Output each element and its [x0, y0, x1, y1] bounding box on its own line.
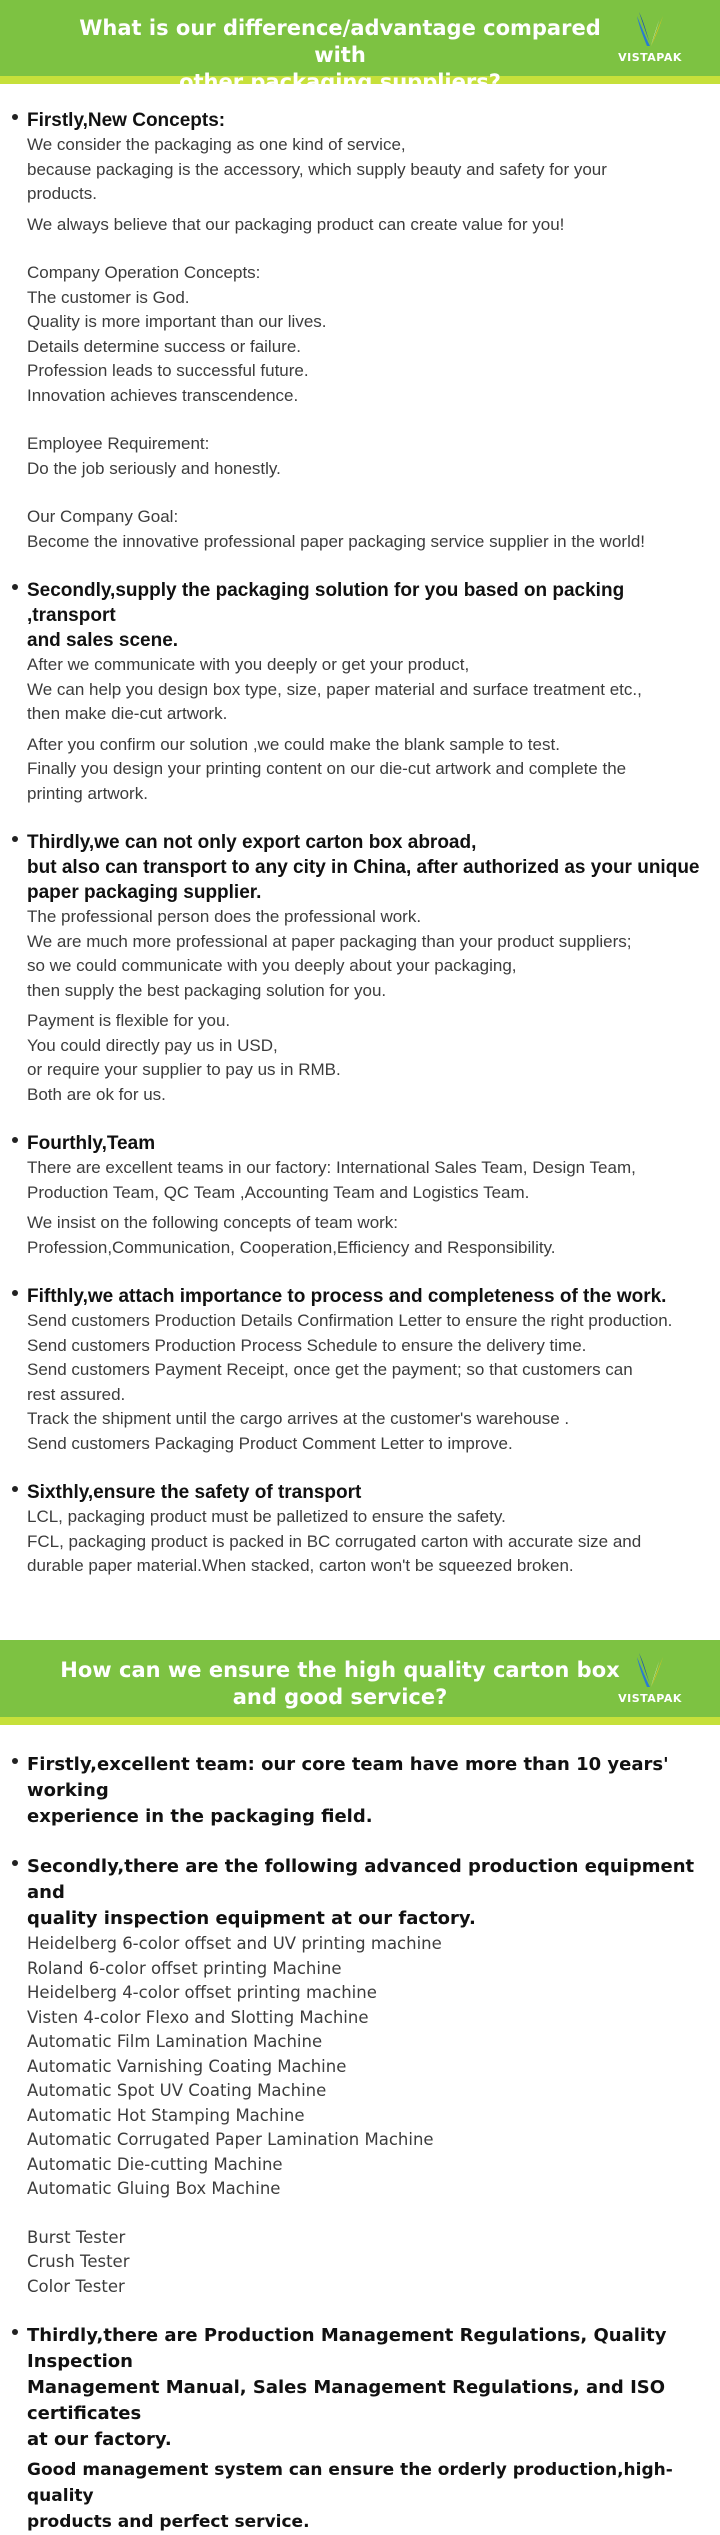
text-line: Details determine success or failure. — [27, 336, 302, 356]
list-item: Color Tester — [27, 2276, 125, 2296]
text-line: Profession leads to successful future. — [27, 361, 309, 380]
section-transport-safety — [0, 1480, 720, 1579]
heading-line: Thirdly,we can not only export carton box abroad, — [27, 832, 477, 853]
text-line: Production Team, QC Team ,Accounting Team and Logistics Team. — [27, 1182, 530, 1202]
text-line: then supply the best packaging solution for you. — [27, 980, 387, 1000]
text-line: Send customers Production Process Schedule to ensure the delivery time. — [27, 1335, 587, 1355]
banner-title-line: What is our difference/advantage compared with — [79, 16, 601, 67]
logo-wings-icon — [633, 1651, 667, 1691]
list-item: Burst Tester — [27, 2227, 126, 2247]
text-line: Do the job seriously and honestly. — [27, 458, 281, 478]
text-line: FCL, packaging product is packed in BC corrugated carton with accurate size and — [27, 1531, 642, 1551]
heading-line: but also can transport to any city in China, after authorized as your unique — [27, 857, 700, 878]
section-export-transport — [0, 830, 720, 1107]
list-item: Roland 6-color offset printing Machine — [27, 1958, 342, 1978]
list-item: Heidelberg 6-color offset and UV printing machine — [27, 1934, 442, 1953]
logo-text: VISTAPAK — [618, 51, 682, 64]
bullet-icon — [12, 1486, 18, 1492]
section-body — [27, 653, 710, 806]
list-item: Automatic Spot UV Coating Machine — [27, 2081, 327, 2100]
text-line: because packaging is the accessory, which supply beauty and safety for your — [27, 159, 607, 179]
text-line: Send customers Payment Receipt, once get the payment; so that customers can — [27, 1360, 633, 1379]
text-line: We can help you design box type, size, paper material and surface treatment etc., — [27, 679, 642, 699]
section-body — [27, 2457, 710, 2535]
text-line: or require your supplier to pay us in RMB. — [27, 1060, 341, 1079]
text-line: printing artwork. — [27, 783, 148, 803]
heading-line: and sales scene. — [27, 630, 179, 651]
section-team — [0, 1131, 720, 1260]
section-heading: Firstly,New Concepts: — [27, 110, 226, 131]
section-body — [27, 1156, 710, 1260]
banner-title — [60, 1657, 620, 1711]
text-line: The customer is God. — [27, 287, 190, 307]
banner-title-line: How can we ensure the high quality carton box — [60, 1658, 620, 1682]
section-equipment — [0, 1854, 720, 2299]
section-packaging-solution — [0, 578, 720, 806]
banner-title — [60, 15, 620, 96]
text-line: LCL, packaging product must be palletized to ensure the safety. — [27, 1507, 506, 1526]
list-item: Crush Tester — [27, 2252, 130, 2271]
text-line: products. — [27, 184, 97, 203]
heading-line: Firstly,excellent team: our core team have more than 10 years' working — [27, 1754, 669, 1801]
difference-content — [0, 108, 720, 1579]
text-line: Payment is flexible for you. — [27, 1011, 231, 1030]
text-line: Track the shipment until the cargo arrives at the customer's warehouse . — [27, 1409, 570, 1428]
heading-line: Secondly,there are the following advanced production equipment and — [27, 1856, 695, 1903]
text-line: Become the innovative professional paper packaging service supplier in the world! — [27, 531, 646, 551]
text-line: Both are ok for us. — [27, 1084, 166, 1104]
banner-difference — [0, 0, 720, 94]
section-management — [0, 2323, 720, 2535]
banner-title-line: and good service? — [232, 1685, 448, 1709]
list-item: Visten 4-color Flexo and Slotting Machine — [27, 2007, 369, 2027]
section-body — [27, 1505, 710, 1579]
text-line: then make die-cut artwork. — [27, 704, 228, 723]
bullet-icon — [12, 1137, 18, 1143]
equipment-list — [27, 1932, 710, 2299]
bullet-icon — [12, 2329, 18, 2335]
vistapak-logo — [618, 1651, 682, 1705]
text-line: We always believe that our packaging product can create value for you! — [27, 214, 565, 234]
text-line: rest assured. — [27, 1384, 126, 1404]
text-line: Good management system can ensure the orderly production,high-quality — [27, 2460, 673, 2506]
section-heading — [27, 1854, 706, 1932]
list-item: Automatic Varnishing Coating Machine — [27, 2056, 347, 2076]
quality-content — [0, 1752, 720, 2535]
section-core-team — [0, 1752, 720, 1830]
bullet-icon — [12, 584, 18, 590]
text-line: After you confirm our solution ,we could make the blank sample to test. — [27, 734, 560, 754]
text-line: Send customers Production Details Confirmation Letter to ensure the right production. — [27, 1311, 673, 1330]
banner-title-line: other packaging suppliers? — [179, 70, 501, 94]
list-item: Automatic Hot Stamping Machine — [27, 2105, 305, 2125]
text-line: Quality is more important than our lives. — [27, 312, 327, 331]
logo-text: VISTAPAK — [618, 1692, 682, 1705]
heading-line: Secondly,supply the packaging solution for you based on packing ,transport — [27, 580, 625, 626]
section-heading: Fourthly,Team — [27, 1133, 156, 1154]
section-heading — [27, 578, 706, 653]
heading-line: Thirdly,there are Production Management Regulations, Quality Inspection — [27, 2325, 667, 2372]
text-line: durable paper material.When stacked, carton won't be squeezed broken. — [27, 1556, 574, 1575]
text-line: The professional person does the professional work. — [27, 907, 422, 926]
heading-line: quality inspection equipment at our factory. — [27, 1908, 476, 1929]
vistapak-logo — [618, 10, 682, 64]
text-line: We consider the packaging as one kind of service, — [27, 135, 406, 154]
banner-quality — [0, 1640, 720, 1725]
text-line: products and perfect service. — [27, 2512, 310, 2532]
section-heading: Fifthly,we attach importance to process and completeness of the work. — [27, 1286, 667, 1307]
text-line: Our Company Goal: — [27, 507, 179, 526]
text-line: Send customers Packaging Product Comment Letter to improve. — [27, 1433, 513, 1453]
list-item: Automatic Gluing Box Machine — [27, 2179, 281, 2198]
text-line: Employee Requirement: — [27, 434, 210, 453]
section-body — [27, 905, 710, 1107]
text-line: We are much more professional at paper packaging than your product suppliers; — [27, 931, 632, 951]
list-item: Automatic Film Lamination Machine — [27, 2032, 323, 2051]
section-body — [27, 133, 710, 554]
list-item: Heidelberg 4-color offset printing machine — [27, 1983, 377, 2002]
logo-wings-icon — [633, 10, 667, 50]
list-item: Automatic Corrugated Paper Lamination Machine — [27, 2130, 434, 2149]
text-line: Company Operation Concepts: — [27, 263, 261, 282]
text-line: so we could communicate with you deeply about your packaging, — [27, 956, 517, 975]
section-body — [27, 1309, 710, 1456]
text-line: Innovation achieves transcendence. — [27, 385, 299, 405]
bullet-icon — [12, 1860, 18, 1866]
bullet-icon — [12, 836, 18, 842]
text-line: You could directly pay us in USD, — [27, 1035, 278, 1055]
section-heading: Sixthly,ensure the safety of transport — [27, 1482, 362, 1503]
heading-line: experience in the packaging field. — [27, 1806, 373, 1827]
section-heading — [27, 2323, 706, 2453]
heading-line: Management Manual, Sales Management Regulations, and ISO certificates — [27, 2377, 666, 2424]
bullet-icon — [12, 1290, 18, 1296]
section-heading — [27, 830, 706, 905]
section-heading — [27, 1752, 706, 1830]
text-line: Finally you design your printing content on our die-cut artwork and complete the — [27, 759, 627, 778]
text-line: Profession,Communication, Cooperation,Efficiency and Responsibility. — [27, 1237, 556, 1257]
section-process — [0, 1284, 720, 1456]
bullet-icon — [12, 1758, 18, 1764]
list-item: Automatic Die-cutting Machine — [27, 2154, 283, 2174]
heading-line: paper packaging supplier. — [27, 882, 262, 903]
bullet-icon — [12, 114, 18, 120]
heading-line: at our factory. — [27, 2429, 172, 2450]
text-line: There are excellent teams in our factory: International Sales Team, Design Team, — [27, 1158, 636, 1177]
text-line: We insist on the following concepts of team work: — [27, 1213, 399, 1232]
text-line: After we communicate with you deeply or get your product, — [27, 655, 470, 674]
section-new-concepts — [0, 108, 720, 554]
